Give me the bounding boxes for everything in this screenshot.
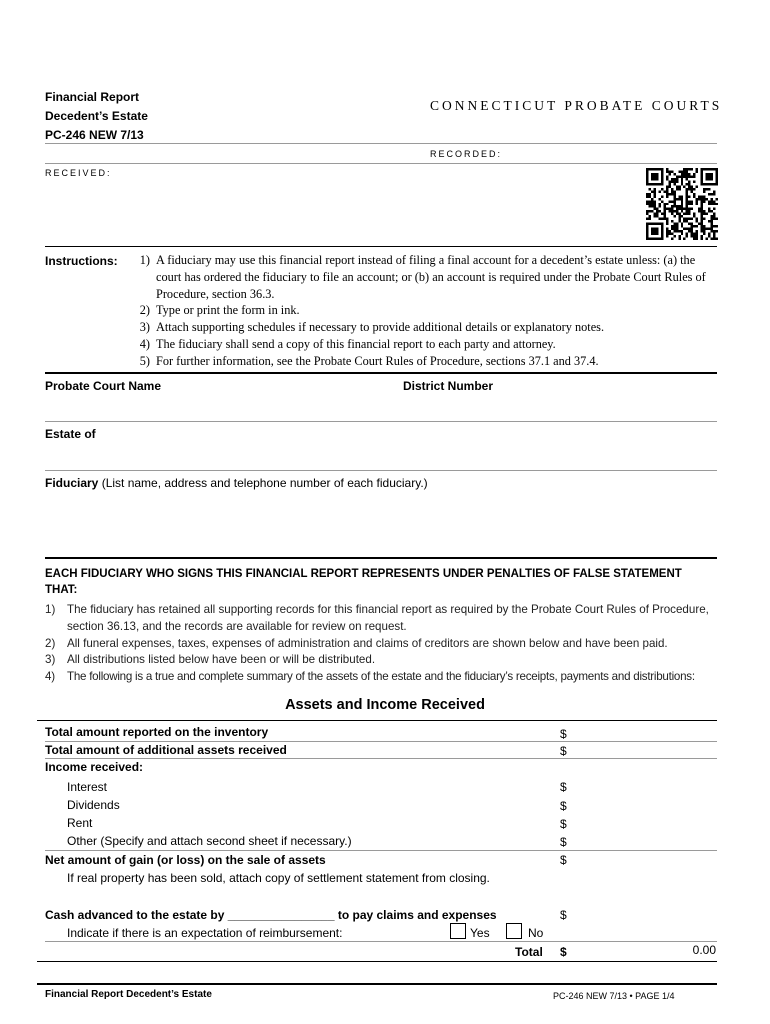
header-divider xyxy=(45,143,717,144)
recorded-label: RECORDED: xyxy=(430,149,503,159)
cash-advanced-label: Cash advanced to the estate by ________________ to pay claims and expenses xyxy=(45,908,497,922)
declaration-heading: EACH FIDUCIARY WHO SIGNS THIS FINANCIAL REPORT REPRESENTS UNDER PENALTIES OF FALSE STATEMENT THAT: xyxy=(45,568,682,596)
reimbursement-label: Indicate if there is an expectation of reimbursement: xyxy=(67,926,343,940)
dollar-sign: $ xyxy=(560,817,567,831)
total-line xyxy=(37,961,717,962)
net-gain-label: Net amount of gain (or loss) on the sale of assets xyxy=(45,853,326,867)
form-subtitle: Decedent’s Estate xyxy=(45,109,148,123)
instruction-item: 1) A fiduciary may use this financial report instead of filing a final account for a decedent’s estate unless: (a) the court has ordered the fiduciary to file an account; or (b) an account is required under the Probate Court Rules of Procedure, section 36.3. xyxy=(139,253,706,301)
instructions-top-rule xyxy=(45,246,717,247)
assets-section-title: Assets and Income Received xyxy=(285,697,485,713)
declaration-item: 4) The following is a true and complete summary of the assets of the estate and the fiduciary’s receipts, payments and distributions: xyxy=(45,670,695,684)
declaration-item: 3) All distributions listed below have been or will be distributed. xyxy=(45,653,376,667)
court-title: CONNECTICUT PROBATE COURTS xyxy=(430,98,723,113)
other-income-label: Other (Specify and attach second sheet if necessary.) xyxy=(67,834,352,848)
cash-advanced-line[interactable] xyxy=(45,941,717,942)
total-additional-line[interactable] xyxy=(45,758,717,759)
assets-top-rule xyxy=(37,720,717,721)
probate-court-name-label: Probate Court Name xyxy=(45,379,162,393)
dollar-sign: $ xyxy=(560,908,567,922)
dollar-sign: $ xyxy=(560,727,567,741)
instruction-item: 3) Attach supporting schedules if necessary to provide additional details or explanatory notes. xyxy=(139,320,605,335)
other-income-line[interactable] xyxy=(45,850,717,851)
total-inventory-label: Total amount reported on the inventory xyxy=(45,725,269,739)
fiduciary-title: Fiduciary xyxy=(45,476,99,490)
total-inventory-line[interactable] xyxy=(45,741,717,742)
footer-form-name: Financial Report Decedent’s Estate xyxy=(45,989,212,1000)
fiduciary-label xyxy=(45,476,428,490)
dollar-sign: $ xyxy=(560,835,567,849)
total-dollar-sign: $ xyxy=(560,945,567,959)
total-value: 0.00 xyxy=(692,943,716,957)
recorded-divider xyxy=(45,163,717,164)
income-received-label: Income received: xyxy=(45,760,144,774)
district-number-label: District Number xyxy=(403,379,494,393)
footer-rule xyxy=(37,983,717,985)
declaration-list xyxy=(45,602,735,686)
reimbursement-no-checkbox[interactable] xyxy=(506,923,522,939)
rent-label: Rent xyxy=(67,816,93,830)
dollar-sign: $ xyxy=(560,799,567,813)
dollar-sign: $ xyxy=(560,853,567,867)
no-label: No xyxy=(528,926,544,940)
qr-code-icon xyxy=(646,168,718,240)
court-line[interactable] xyxy=(45,421,717,422)
instructions-label: Instructions: xyxy=(45,254,118,268)
yes-label: Yes xyxy=(470,926,490,940)
total-additional-label: Total amount of additional assets received xyxy=(45,743,287,757)
instruction-item: 2) Type or print the form in ink. xyxy=(139,303,300,318)
estate-line[interactable] xyxy=(45,470,717,471)
form-code: PC-246 NEW 7/13 xyxy=(45,128,144,142)
interest-label: Interest xyxy=(67,780,108,794)
received-label: RECEIVED: xyxy=(45,168,112,178)
instructions-list xyxy=(128,252,720,370)
reimbursement-yes-checkbox[interactable] xyxy=(450,923,466,939)
dividends-label: Dividends xyxy=(67,798,120,812)
fields-top-rule xyxy=(45,372,717,374)
estate-of-label: Estate of xyxy=(45,427,96,441)
instruction-item: 4) The fiduciary shall send a copy of this financial report to each party and attorney. xyxy=(139,336,556,351)
form-identifier xyxy=(45,88,148,145)
declaration-top-rule xyxy=(45,557,717,559)
real-property-note: If real property has been sold, attach copy of settlement statement from closing. xyxy=(67,871,490,885)
fiduciary-hint: (List name, address and telephone number of each fiduciary.) xyxy=(101,476,428,490)
total-label: Total xyxy=(515,945,543,959)
instruction-item: 5) For further information, see the Probate Court Rules of Procedure, sections 37.1 and 37.4. xyxy=(139,353,599,368)
declaration-item: 2) All funeral expenses, taxes, expenses of administration and claims of creditors are shown below and have been paid. xyxy=(45,636,668,650)
form-title: Financial Report xyxy=(45,90,140,104)
dollar-sign: $ xyxy=(560,780,567,794)
declaration-item: 1) The fiduciary has retained all supporting records for this financial report as required by the Probate Court Rules of Procedure, section 36.13, and the records are available for review on request. xyxy=(45,603,709,633)
footer-page-info: PC-246 NEW 7/13 • PAGE 1/4 xyxy=(553,991,675,1001)
dollar-sign: $ xyxy=(560,744,567,758)
